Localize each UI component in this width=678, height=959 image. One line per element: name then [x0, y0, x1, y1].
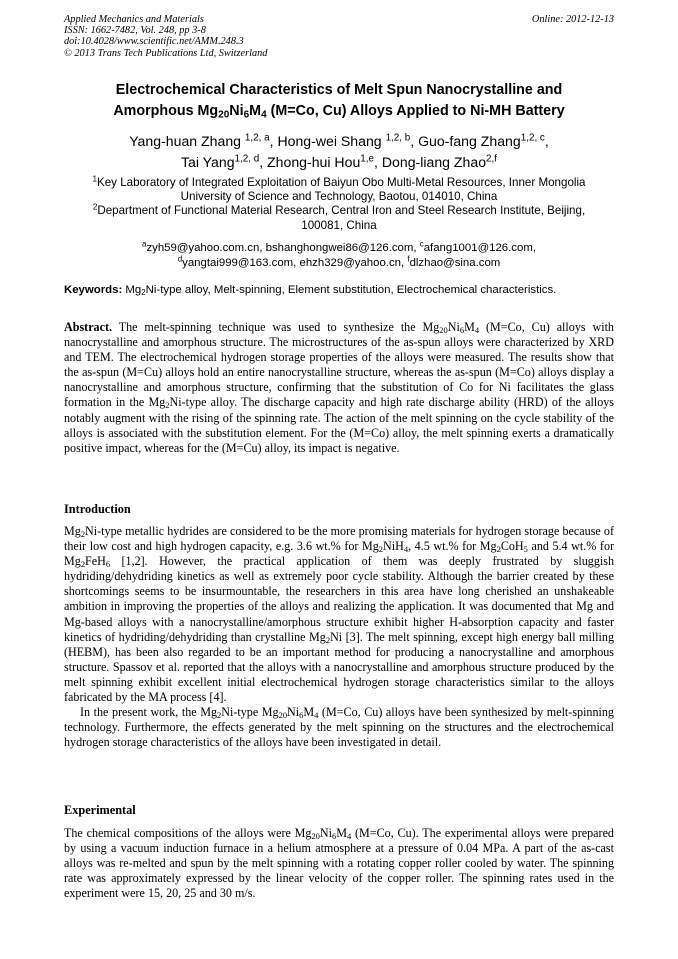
keywords-label: Keywords:: [64, 284, 123, 296]
subscript: 2: [325, 634, 331, 645]
affiliation-text: 100081, China: [301, 218, 377, 232]
experimental-text: M: [336, 826, 347, 840]
author-name: Yang-huan Zhang: [129, 133, 241, 149]
title-subscript: 20: [218, 109, 230, 121]
email-list: [64, 241, 614, 270]
online-date: Online: 2012-12-13: [531, 14, 614, 25]
separator: ,: [374, 153, 382, 170]
subscript: 2: [80, 559, 86, 570]
title-text: M: [249, 103, 262, 119]
subscript: 2: [496, 544, 501, 555]
subscript: 2: [80, 529, 86, 540]
affiliation-text: Department of Functional Material Research, Central Iron and Steel Research Institute, Beijing,: [97, 204, 586, 218]
author-name: Zhong-hui Hou: [267, 153, 361, 170]
subscript: 6: [459, 325, 465, 336]
author-affil-sup: 2,f: [486, 153, 498, 165]
intro-text: [1,2]. However, the practical application of them was deeply frustrated by sluggish hydriding/dehydriding kinetics as well as extremely poor cycle stability. Although the barrier created by these shortcomings seems to be insurmountable, the researchers in this area have long cherished an unshakeable ambition in improving the properties of the alloys and realizing the application. It was documented that Mg and Mg-based alloys with a nanocrystalline/amorphous structure exhibit higher H-absorption capacity and faster kinetics of hydriding/dehydriding than crystalline Mg: [64, 554, 614, 644]
intro-paragraph-2: [64, 705, 614, 750]
email-address[interactable]: zyh59@yahoo.com.cn: [146, 242, 260, 254]
keywords: [64, 283, 619, 297]
intro-text: , 4.5 wt.% for Mg: [408, 539, 497, 554]
experimental-text: (M=Co, Cu). The experimental alloys were prepared by using a vacuum induction furnace in a helium atmosphere at a pressure of 0.04 MPa. A part of the as-cast alloys was re-melted and spun by the melt spinning with a rotating copper roller cooled by water. The spinning rate was approximately expressed by the linear velocity of the copper roller. The spinning rates used in the experiment were 15, 20, 25 and 30 m/s.: [64, 826, 614, 901]
intro-text: Ni-type metallic hydrides are considered to be the more promising materials for hydrogen storage because of their low cost and high hydrogen capacity, e.g. 3.6 wt.% for Mg: [64, 524, 614, 554]
author-affil-sup: 1,2, a: [244, 132, 270, 144]
subscript: 4: [347, 831, 352, 842]
intro-text: In the present work, the Mg: [80, 705, 218, 720]
separator: ,: [259, 153, 268, 170]
intro-text: FeH: [85, 554, 106, 569]
paper-title: [64, 80, 614, 122]
intro-text: Ni [3]. The melt spinning, except high energy ball milling (HEBM), has been also regarded to be an important method for producing a nanocrystalline and amorphous structure. Spassov et al. reported that the alloys with a nanocrystalline and amorphous structure produced by the melt spinning exhibit excellent initial electrochemical hydrogen storage characteristics similar to the alloys fabricated by the MA process [4].: [64, 629, 615, 705]
subscript: 5: [523, 544, 528, 555]
abstract-text: Ni: [447, 320, 460, 334]
email-line-1: [64, 241, 614, 256]
title-text: Ni: [229, 103, 244, 119]
intro-text: Mg: [64, 524, 81, 538]
author-affil-sup: 1,e: [360, 153, 374, 165]
intro-text: Ni: [287, 705, 300, 720]
subscript: 2: [165, 400, 170, 411]
abstract-text: (M=Co, Cu) alloys with nanocrystalline and amorphous structure. The microstructures of the as-spun alloys were characterized by XRD and TEM. The electrochemical hydrogen storage properties of the alloys were measured. The results show that the as-spun (M=Cu) alloys hold an entire nanocrystalline structure, whereas the as-spun (M=Co) alloys display a nanocrystalline and amorphous structure, confirming that the substitution of Co for Ni facilitates the glass formation in the Mg: [64, 320, 614, 410]
subscript: 20: [278, 710, 288, 721]
affiliation-1: [64, 176, 614, 204]
email-address[interactable]: yangtai999@163.com: [182, 256, 294, 269]
title-subscript: 4: [261, 109, 267, 121]
email-address[interactable]: ehzh329@yahoo.cn: [299, 256, 401, 269]
separator: ,: [269, 133, 278, 149]
author-affil-sup: 1,2, b: [385, 132, 411, 144]
keywords-subscript: 2: [141, 287, 146, 297]
separator: ,: [401, 256, 408, 269]
journal-header: [64, 14, 267, 59]
experimental-heading: Experimental: [64, 803, 136, 817]
author-affil-sup: 1,2, c: [520, 132, 545, 144]
copyright-line: © 2013 Trans Tech Publications Ltd, Switzerland: [64, 47, 268, 59]
author-name: Dong-liang Zhao: [381, 153, 487, 170]
separator: ,: [293, 256, 300, 269]
author-line-2: [64, 152, 614, 173]
experimental-text: The chemical compositions of the alloys were Mg: [64, 826, 312, 840]
intro-text: M: [303, 705, 315, 720]
keywords-text: Ni-type alloy, Melt-spinning, Element substitution, Electrochemical characteristics.: [145, 284, 557, 296]
doi-line[interactable]: doi:10.4028/www.scientific.net/AMM.248.3: [64, 36, 244, 48]
title-line-1: Electrochemical Characteristics of Melt Spun Nanocrystalline and: [115, 82, 563, 98]
email-line-2: [64, 256, 614, 271]
intro-paragraph-1: [64, 524, 614, 705]
intro-text: NiH: [383, 539, 404, 554]
separator: ,: [532, 242, 536, 254]
affiliations: [64, 176, 614, 233]
title-subscript: 6: [243, 109, 250, 121]
author-name: Hong-wei Shang: [277, 133, 382, 149]
author-line-1: [64, 131, 614, 152]
subscript: 6: [105, 559, 111, 570]
abstract-text: The melt-spinning technique was used to synthesize the Mg: [112, 320, 440, 334]
intro-text: CoH: [500, 539, 524, 554]
email-address[interactable]: bshanghongwei86@126.com: [265, 242, 414, 254]
subscript: 20: [439, 325, 448, 336]
intro-text: Ni-type Mg: [221, 705, 279, 720]
experimental-text: Ni: [319, 826, 332, 840]
abstract-text: Ni-type alloy. The discharge capacity and high rate discharge ability (HRD) of the alloys notably augment with the rising of the spinning rate. The action of the melt spinning on the cycle stability of the alloys is associated with the substitution element. For the (M=Co) alloy, the melt spinning exerts a dramatically positive impact, whereas for the (M=Cu) alloy, its impact is negative.: [64, 395, 614, 455]
experimental-body: [64, 826, 614, 901]
affiliation-2: [64, 204, 614, 232]
author-name: Tai Yang: [180, 153, 235, 170]
introduction-body: [64, 524, 614, 750]
author-list: [64, 131, 614, 172]
abstract: [64, 320, 614, 456]
email-sup: f: [407, 254, 410, 264]
separator: ,: [410, 133, 419, 149]
subscript: 4: [403, 544, 409, 555]
subscript: 6: [332, 831, 337, 842]
abstract-text: M: [464, 320, 475, 334]
author-name: Guo-fang Zhang: [418, 133, 521, 149]
email-sup: d: [177, 254, 183, 264]
separator: ,: [259, 242, 266, 254]
title-line-2: [64, 101, 614, 122]
email-sup: c: [419, 239, 424, 249]
affiliation-number: 1: [92, 174, 97, 184]
subscript: 2: [217, 710, 222, 721]
intro-text: (M=Co, Cu) alloys have been synthesized by melt-spinning technology. Furthermore, the effects generated by the melt spinning on the structures and the electrochemical hydrogen storage characteristics of the alloys have been investigated in detail.: [64, 705, 614, 750]
subscript: 2: [378, 544, 384, 555]
subscript: 4: [314, 710, 319, 721]
affiliation-text: Key Laboratory of Integrated Exploitation of Baiyun Obo Multi-Metal Resources, Inner Mongolia: [97, 176, 586, 189]
abstract-label: Abstract.: [64, 320, 113, 334]
intro-text: and 5.4 wt.% for Mg: [64, 539, 615, 569]
email-address[interactable]: dlzhao@sina.com: [409, 256, 501, 269]
introduction-heading: Introduction: [64, 502, 131, 516]
author-affil-sup: 1,2, d: [234, 153, 260, 165]
separator: ,: [413, 242, 420, 254]
affiliation-number: 2: [92, 202, 98, 212]
title-text: Amorphous Mg: [113, 103, 219, 119]
email-sup: a: [142, 239, 147, 249]
subscript: 20: [311, 831, 320, 842]
separator: ,: [544, 133, 549, 149]
title-text: (M=Co, Cu) Alloys Applied to Ni-MH Battery: [266, 103, 565, 119]
journal-name: Applied Mechanics and Materials: [64, 14, 204, 25]
subscript: 4: [474, 325, 480, 336]
keywords-text: Mg: [122, 284, 142, 296]
subscript: 6: [299, 710, 304, 721]
email-address[interactable]: afang1001@126.com: [423, 242, 533, 254]
affiliation-text: University of Science and Technology, Baotou, 014010, China: [180, 190, 498, 204]
issn-line: ISSN: 1662-7482, Vol. 248, pp 3-8: [64, 25, 206, 37]
